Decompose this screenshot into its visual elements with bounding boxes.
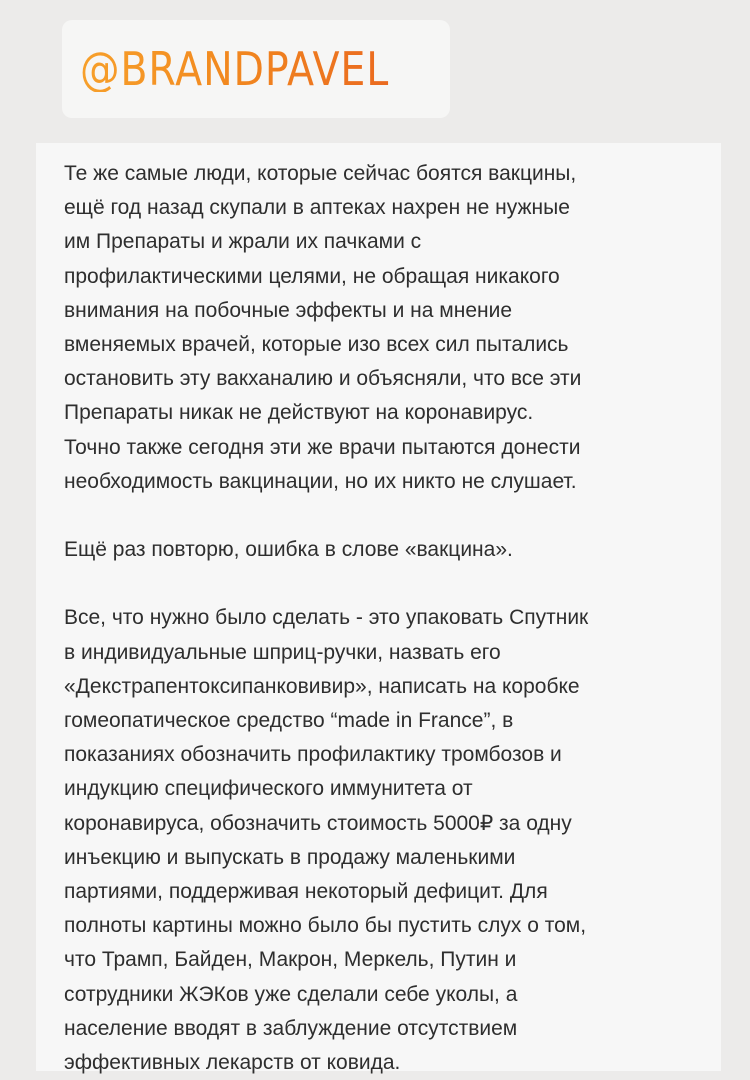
post-paragraph-1	[64, 157, 701, 499]
text-line: профилактическими целями, не обращая никакого	[64, 264, 560, 288]
text-line: «Декстрапентоксипанковивир», написать на коробке	[64, 674, 580, 698]
text-line: коронавируса, обозначить стоимость 5000₽ за одну	[64, 811, 572, 835]
text-line: внимания на побочные эффекты и на мнение	[64, 298, 513, 322]
text-line: вменяемых врачей, которые изо всех сил пытались	[64, 332, 569, 356]
author-handle[interactable]: @BRANDPAVEL	[80, 42, 390, 96]
text-line: индукцию специфического иммунитета от	[64, 777, 473, 801]
paragraph-spacer	[64, 567, 701, 601]
post-paragraph-2	[64, 533, 701, 567]
author-handle-badge[interactable]	[62, 20, 450, 118]
text-line: остановить эту вакханалию и объясняли, что все эти	[64, 367, 582, 391]
text-line: необходимость вакцинации, но их никто не слушает.	[64, 469, 577, 493]
text-line: полноты картины можно было бы пустить слух о том,	[64, 914, 587, 938]
text-line: показаниях обозначить профилактику тромбозов и	[64, 743, 562, 767]
text-line: Препараты никак не действуют на коронавирус.	[64, 401, 534, 425]
text-line: Точно также сегодня эти же врачи пытаются донести	[64, 435, 581, 459]
text-line: эффективных лекарств от ковида.	[64, 1050, 401, 1074]
paragraph-spacer	[64, 499, 701, 533]
text-line: инъекцию и выпускать в продажу маленькими	[64, 845, 516, 869]
post-text-card	[36, 143, 721, 1074]
post-paragraph-3	[64, 601, 701, 1080]
text-line: сотрудники ЖЭКов уже сделали себе уколы, а	[64, 982, 518, 1006]
text-line: Те же самые люди, которые сейчас боятся вакцины,	[64, 162, 577, 185]
text-line: ещё год назад скупали в аптеках нахрен не нужные	[64, 196, 570, 220]
text-line: в индивидуальные шприц-ручки, назвать его	[64, 640, 501, 664]
text-line: население вводят в заблуждение отсутствием	[64, 1016, 518, 1040]
text-line: Все, что нужно было сделать - это упаковать Спутник	[64, 606, 589, 630]
text-line: что Трамп, Байден, Макрон, Меркель, Путин и	[64, 948, 517, 972]
text-line: Ещё раз повторю, ошибка в слове «вакцина».	[64, 538, 513, 562]
text-line: гомеопатическое средство “made in France”, в	[64, 709, 514, 732]
text-line: им Препараты и жрали их пачками с	[64, 230, 422, 254]
text-line: партиями, поддерживая некоторый дефицит. Для	[64, 879, 548, 903]
